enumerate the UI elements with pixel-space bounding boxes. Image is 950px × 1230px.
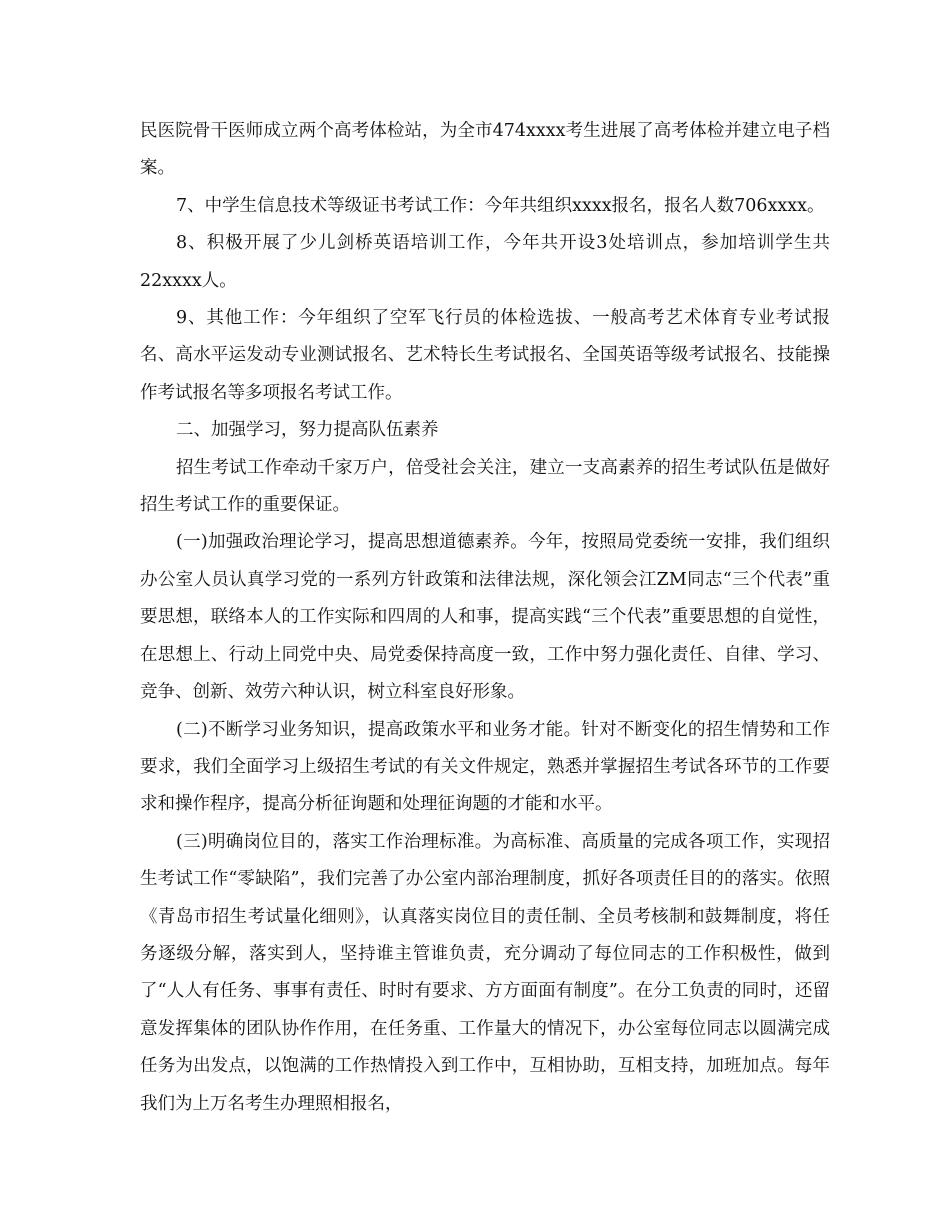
paragraph: 8、积极开展了少儿剑桥英语培训工作，今年共开设3处培训点，参加培训学生共22xxxx人。: [140, 233, 830, 291]
paragraph: 7、中学生信息技术等级证书考试工作：今年共组织xxxx报名，报名人数706xxxx。: [176, 195, 825, 216]
paragraph: 民医院骨干医师成立两个高考体检站，为全市474xxxx考生进展了高考体检并建立电子档案。: [140, 121, 830, 179]
paragraph: (二)不断学习业务知识，提高政策水平和业务才能。针对不断变化的招生情势和工作要求，我们全面学习上级招生考试的有关文件规定，熟悉并掌握招生考试各环节的工作要求和操作程序，提高分析征询题和处理征询题的才能和水平。: [140, 719, 830, 815]
paragraph: 招生考试工作牵动千家万户，倍受社会关注，建立一支高素养的招生考试队伍是做好招生考试工作的重要保证。: [140, 457, 830, 516]
paragraph: (三)明确岗位目的，落实工作治理标准。为高标准、高质量的完成各项工作，实现招生考试工作“零缺陷”，我们完善了办公室内部治理制度，抓好各项责任目的的落实。依照《青岛市招生考试量化细则》，认真落实岗位目的责任制、全员考核制和鼓舞制度，将任务逐级分解，落实到人，坚持谁主管谁负责，充分调动了每位同志的工作积极性，做到了“人人有任务、事事有责任、时时有要求、方方面面有制度”。在分工负责的同时，还留意发挥集体的团队协作作用，在任务重、工作量大的情况下，办公室每位同志以圆满完成任务为出发点，以饱满的工作热情投入到工作中，互相协助，互相支持，加班加点。每年我们为上万名考生办理照相报名，: [140, 831, 830, 1114]
document-body: [140, 113, 830, 1123]
section-heading: 二、加强学习，努力提高队伍素养: [176, 420, 439, 441]
paragraph: (一)加强政治理论学习，提高思想道德素养。今年，按照局党委统一安排，我们组织办公室人员认真学习党的一系列方针政策和法律法规，深化领会江ZM同志“三个代表”重要思想，联络本人的工作实际和四周的人和事，提高实践“三个代表”重要思想的自觉性，在思想上、行动上同党中央、局党委保持高度一致，工作中努力强化责任、自律、学习、竞争、创新、效劳六种认识，树立科室良好形象。: [140, 532, 830, 703]
paragraph: 9、其他工作：今年组织了空军飞行员的体检选拔、一般高考艺术体育专业考试报名、高水平运发动专业测试报名、艺术特长生考试报名、全国英语等级考试报名、技能操作考试报名等多项报名考试工作。: [140, 308, 830, 403]
